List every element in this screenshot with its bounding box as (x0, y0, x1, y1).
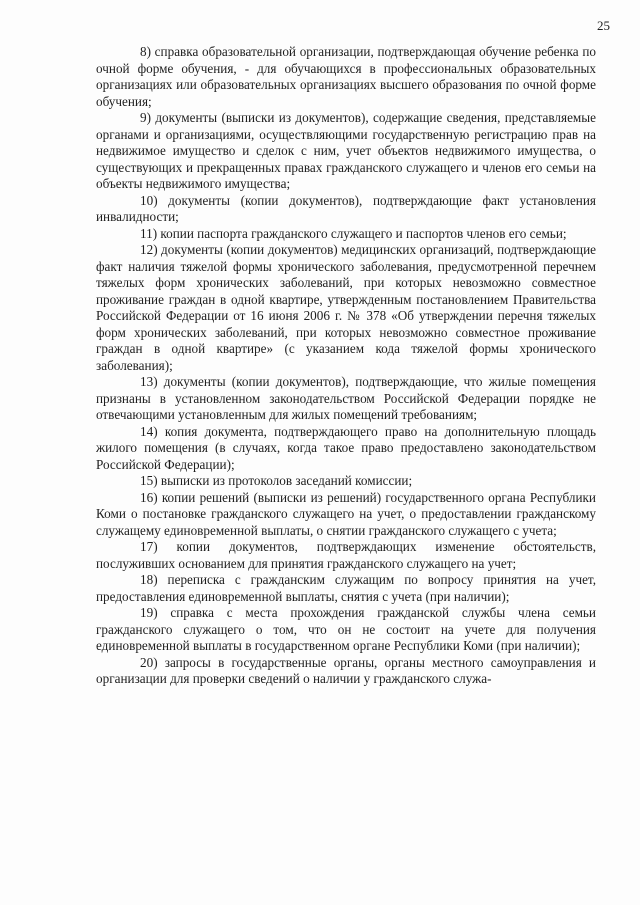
paragraph-item-18: 18) переписка с гражданским служащим по вопросу принятия на учет, предоставления единовременной выплаты, снятия с учета (при наличии); (96, 572, 596, 604)
paragraph-item-10: 10) документы (копии документов), подтверждающие факт установления инвалидности; (96, 192, 596, 224)
paragraph-item-13: 13) документы (копии документов), подтверждающие, что жилые помещения признаны в установленном законодательством Российской Федерации порядке не отвечающими установленным для жилых помещений требованиям; (96, 374, 596, 422)
paragraph-item-15: 15) выписки из протоколов заседаний комиссии; (140, 473, 413, 488)
paragraph-item-8: 8) справка образовательной организации, подтверждающая обучение ребенка по очной форме обучения, - для обучающихся в профессиональных образовательных организациях или образовательных организациях высшего образования по очной форме обучения; (96, 44, 596, 109)
paragraph-item-11: 11) копии паспорта гражданского служащего и паспортов членов его семьи; (140, 225, 567, 241)
paragraph-item-14: 14) копия документа, подтверждающего право на дополнительную площадь жилого помещения (в случаях, когда такое право предоставлено законодательством Российской Федерации); (96, 423, 596, 472)
paragraph-item-9: 9) документы (выписки из документов), содержащие сведения, представляемые органами и организациями, осуществляющими государственную регистрацию прав на недвижимое имущество и сделок с ним, учет объектов недвижимого имущества, о существующих и прекращенных правах гражданского служащего и членов его семьи на объекты недвижимого имущества; (96, 110, 596, 191)
paragraph-item-12: 12) документы (копии документов) медицинских организаций, подтверждающие факт наличия тяжелой формы хронического заболевания, предусмотренной перечнем тяжелых форм хронических заболеваний, при которых невозможно совместное проживание граждан в одной квартире, утвержденным постановлением Правительства Российской Федерации от 16 июня 2006 г. № 378 «Об утверждении перечня тяжелых форм хронических заболеваний, при которых невозможно совместное проживание граждан в одной квартире» (с указанием кода тяжелой формы хронического заболевания); (96, 242, 596, 373)
paragraph-item-19: 19) справка с места прохождения гражданской службы члена семьи гражданского служащего о том, что он не состоит на учете для получения единовременной выплаты в государственном органе Республики Коми (при наличии); (96, 605, 596, 653)
paragraph-item-16: 16) копии решений (выписки из решений) государственного органа Республики Коми о постановке гражданского служащего на учет, о предоставлении гражданскому служащему единовременной выплаты, о снятии гражданского служащего с учета; (96, 489, 596, 538)
paragraph-item-17: 17) копии документов, подтверждающих изменение обстоятельств, послуживших основанием для принятия гражданского служащего на учет; (96, 539, 596, 571)
paragraph-item-20: 20) запросы в государственные органы, органы местного самоуправления и организации для проверки сведений о наличии у гражданского служа- (96, 654, 596, 686)
document-body (96, 44, 596, 688)
page-number: 25 (597, 18, 610, 33)
